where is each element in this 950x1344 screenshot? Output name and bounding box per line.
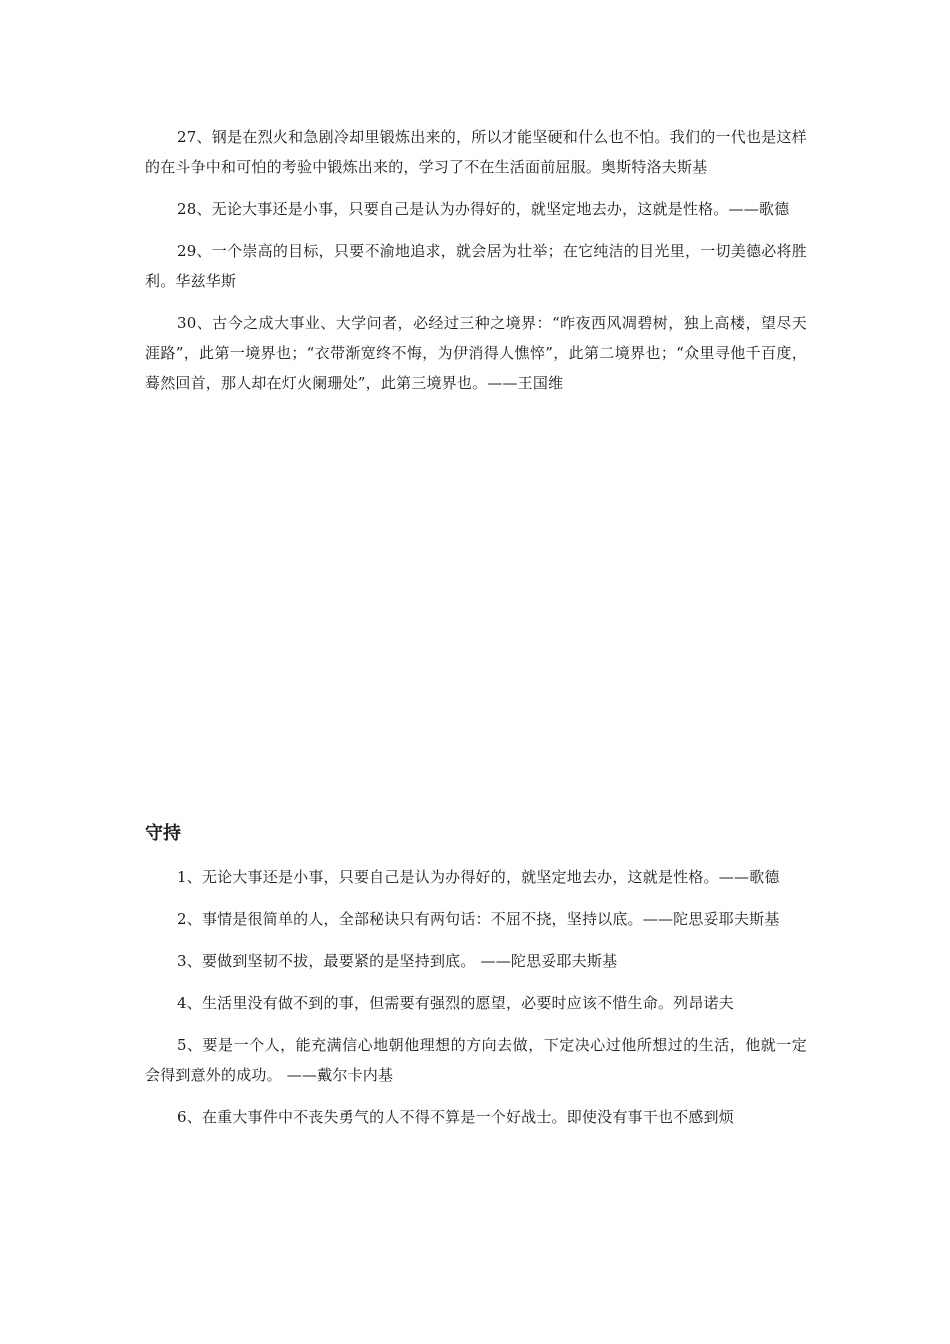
quote-paragraph-29: 29、一个崇高的目标，只要不渝地追求，就会居为壮举；在它纯洁的目光里，一切美德必将胜利。华兹华斯 — [145, 242, 807, 290]
quote-paragraph-3: 3、要做到坚韧不拔，最要紧的是坚持到底。 ——陀思妥耶夫斯基 — [177, 952, 618, 970]
quotes-block-continued — [145, 122, 807, 410]
section-heading: 守持 — [145, 823, 181, 844]
quote-paragraph-4: 4、生活里没有做不到的事，但需要有强烈的愿望，必要时应该不惜生命。列昂诺夫 — [177, 994, 734, 1012]
quote-paragraph-6: 6、在重大事件中不丧失勇气的人不得不算是一个好战士。即使没有事干也不感到烦 — [177, 1108, 734, 1126]
quote-paragraph-27: 27、钢是在烈火和急剧冷却里锻炼出来的，所以才能坚硬和什么也不怕。我们的一代也是这样的在斗争中和可怕的考验中锻炼出来的，学习了不在生活面前屈服。奥斯特洛夫斯基 — [145, 128, 807, 176]
quote-paragraph-1: 1、无论大事还是小事，只要自己是认为办得好的，就坚定地去办，这就是性格。——歌德 — [177, 868, 780, 886]
quote-paragraph-28: 28、无论大事还是小事，只要自己是认为办得好的，就坚定地去办，这就是性格。——歌德 — [177, 200, 790, 218]
quote-paragraph-2: 2、事情是很简单的人，全部秘诀只有两句话：不屈不挠，坚持以底。——陀思妥耶夫斯基 — [177, 910, 780, 928]
quote-paragraph-5: 5、要是一个人，能充满信心地朝他理想的方向去做，下定决心过他所想过的生活，他就一定会得到意外的成功。 ——戴尔卡内基 — [145, 1036, 807, 1084]
section-shouchi — [145, 820, 807, 1144]
quote-paragraph-30: 30、古今之成大事业、大学问者，必经过三种之境界：“昨夜西风凋碧树，独上高楼，望尽天涯路”，此第一境界也；“衣带渐宽终不悔，为伊消得人憔悴”，此第二境界也；“众里寻他千百度，蓦然回首，那人却在灯火阑珊处”，此第三境界也。——王国维 — [145, 314, 807, 392]
